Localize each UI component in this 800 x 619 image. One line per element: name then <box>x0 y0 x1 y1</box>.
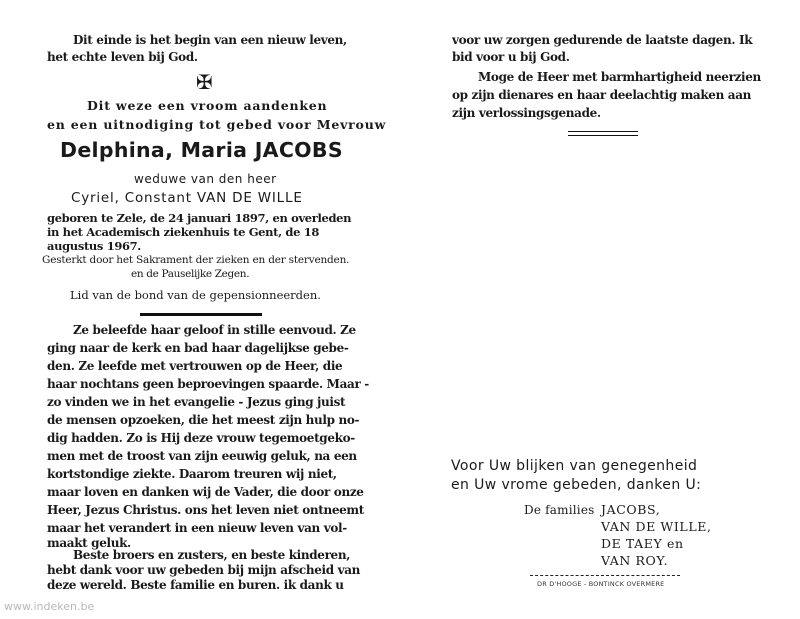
body2-line-1: Beste broers en zusters, en beste kinderen, <box>73 548 351 562</box>
body-line-8: men met de troost van zijn eeuwig geluk, na een <box>47 449 357 463</box>
birth-death-line-2: in het Academisch ziekenhuis te Gent, de 18 <box>47 225 320 239</box>
family-van-de-wille: VAN DE WILLE, <box>601 519 712 534</box>
body2-line-3: deze wereld. Beste familie en buren. ik dank u <box>47 578 344 592</box>
family-jacobs: JACOBS, <box>601 502 661 517</box>
widow-of: weduwe van den heer <box>134 172 277 186</box>
family-de-taey: DE TAEY en <box>601 536 684 551</box>
intro-line-2: en een uitnodiging tot gebed voor Mevrouw <box>47 117 387 132</box>
body-line-7: dig hadden. Zo is Hij deze vrouw tegemoetgeko- <box>47 431 355 445</box>
families-label: De families <box>524 503 595 517</box>
blessing-line-3: zijn verlossingsgenade. <box>452 106 601 120</box>
cross-icon: ✠ <box>196 70 213 94</box>
thanks-line-2: en Uw vrome gebeden, danken U: <box>451 477 702 493</box>
intro-line-1: Dit weze een vroom aandenken <box>87 98 328 113</box>
birth-death-line-1: geboren te Zele, de 24 januari 1897, en overleden <box>47 211 352 225</box>
printer-credit: DR D'HOOGE - BONTINCK OVERMERE <box>537 580 665 588</box>
body-line-1: Ze beleefde haar geloof in stille eenvoud. Ze <box>73 323 356 337</box>
body-line-5: zo vinden we in het evangelie - Jezus ging juist <box>47 395 346 409</box>
closing-rule-bottom <box>568 135 638 136</box>
continuation-line-2: bid voor u bij God. <box>452 50 570 64</box>
body-line-2: ging naar de kerk en bad haar dagelijkse gebe- <box>47 341 349 355</box>
body-line-11: Heer, Jezus Christus. ons het leven niet ontneemt <box>47 503 364 517</box>
husband-name: Cyriel, Constant VAN DE WILLE <box>71 190 303 206</box>
watermark: www.indeken.be <box>4 600 95 613</box>
continuation-line-1: voor uw zorgen gedurende de laatste dagen. Ik <box>452 33 753 47</box>
blessing-line-1: Moge de Heer met barmhartigheid neerzien <box>478 70 761 84</box>
body-line-10: maar loven en danken wij de Vader, die door onze <box>47 485 364 499</box>
sacrament-line-2: en de Pauselijke Zegen. <box>131 268 250 280</box>
family-van-roy: VAN ROY. <box>601 553 669 568</box>
deceased-name: Delphina, Maria JACOBS <box>60 138 343 162</box>
body-line-6: de mensen opzoeken, die het meest zijn hulp no- <box>47 413 360 427</box>
closing-rule-top <box>568 131 638 132</box>
body2-line-2: hebt dank voor uw gebeden bij mijn afscheid van <box>47 563 361 577</box>
opening-line-2: het echte leven bij God. <box>47 50 198 64</box>
body-line-3: den. Ze leefde met vertrouwen op de Heer, die <box>47 359 343 373</box>
right-page <box>400 0 800 619</box>
printer-dashed-rule <box>530 575 680 576</box>
body-line-4: haar nochtans geen beproevingen spaarde. Maar - <box>47 377 369 391</box>
divider-rule <box>140 313 262 316</box>
blessing-line-2: op zijn dienares en haar deelachtig maken aan <box>452 88 752 102</box>
body-line-12: maar het verandert in een nieuw leven van vol- <box>47 521 347 535</box>
membership: Lid van de bond van de gepensionneerden. <box>70 288 321 302</box>
sacrament-line-1: Gesterkt door het Sakrament der zieken en der stervenden. <box>42 254 350 266</box>
body-line-9: kortstondige ziekte. Daarom treuren wij niet, <box>47 467 337 481</box>
opening-line-1: Dit einde is het begin van een nieuw leven, <box>73 33 347 47</box>
birth-death-line-3: augustus 1967. <box>47 239 141 253</box>
body-line-13: maakt geluk. <box>47 536 131 550</box>
thanks-line-1: Voor Uw blijken van genegenheid <box>451 458 698 474</box>
